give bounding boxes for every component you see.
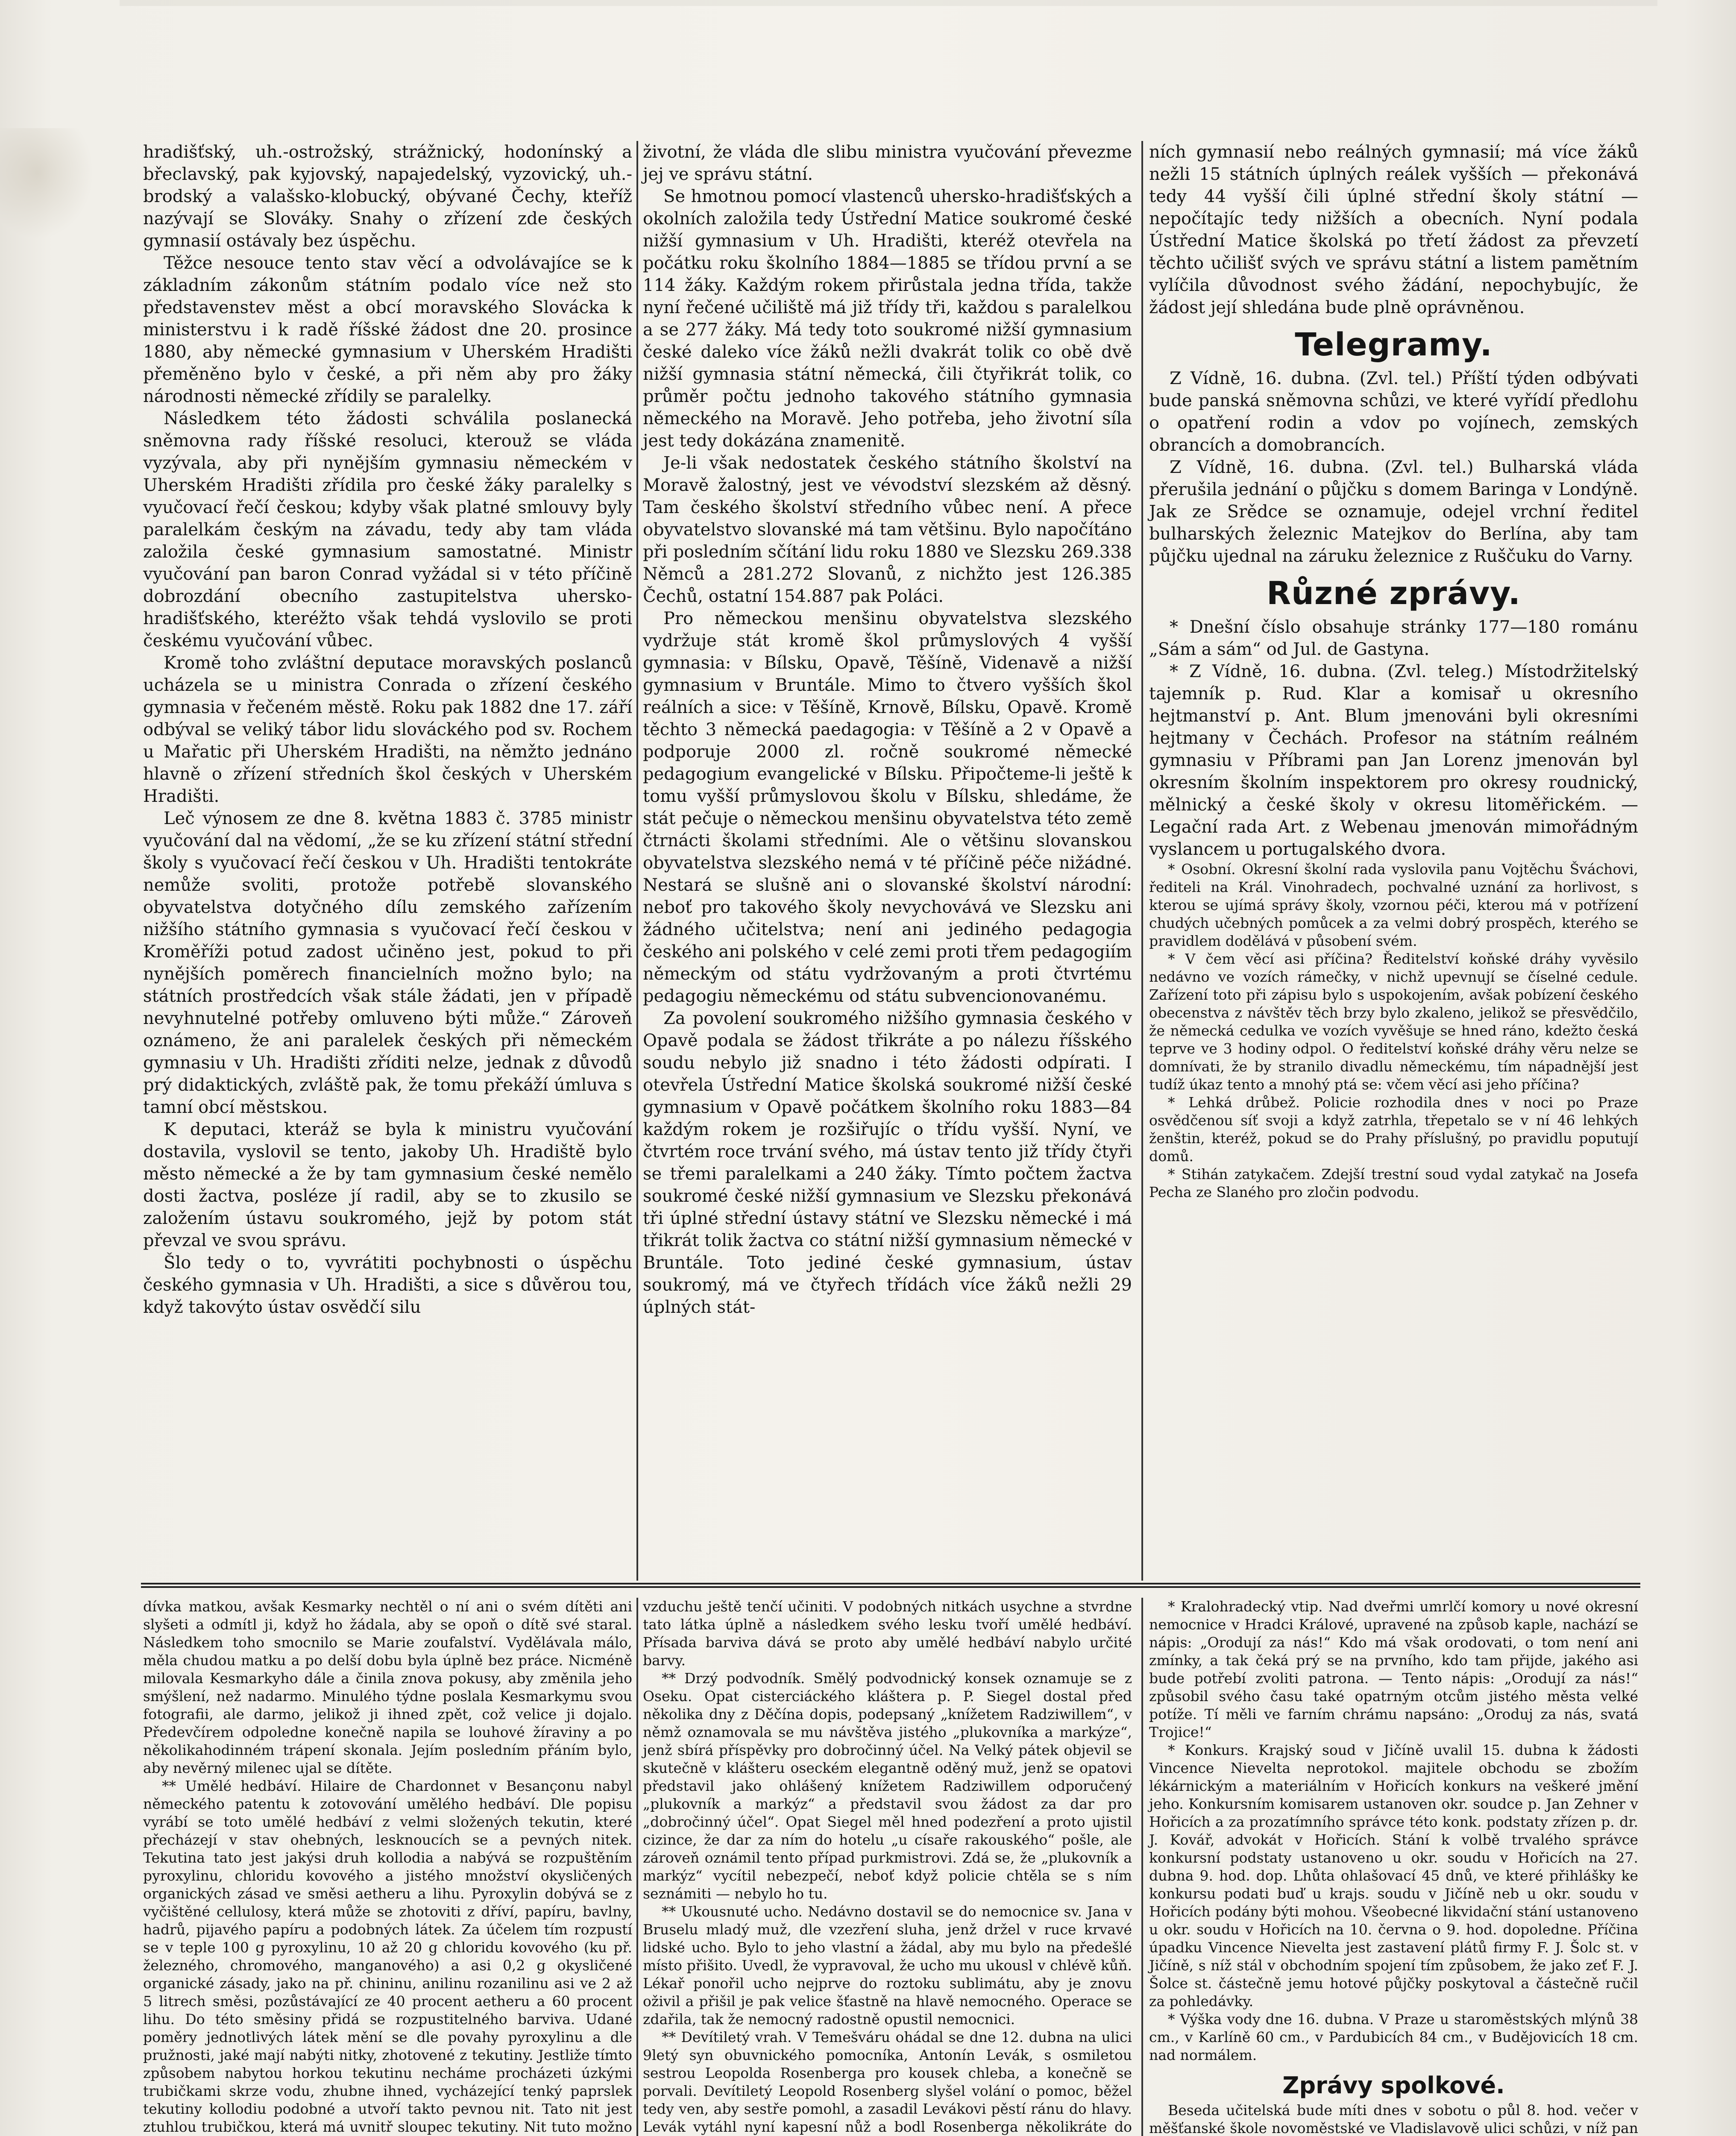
telegramy-heading: Telegramy. <box>1295 326 1493 363</box>
lower-column-1 <box>143 1598 632 2136</box>
paragraph: Následkem této žádosti schválila poslanecká sněmovna rady říšské resoluci, kterouž se vláda vyzývala, aby při nynějším gymnasiu německém v Uherském Hradišti zřídila pro české žáky paralelky s vyučovací řečí českou; kdyby však platné smlouvy byly paralelkám českým na závadu, tedy aby tam vláda založila české gymnasium samostatné. Ministr vyučování pan baron Conrad vyžádal si v této příčině dobrozdání obecního zastupitelstva uhersko-hradišťského, kteréžto však tehdá vyslovilo se proti českému vyučování vůbec. <box>143 409 632 651</box>
paragraph: Šlo tedy o to, vyvrátiti pochybnosti o úspěchu českého gymnasia v Uh. Hradišti, a sice s důvěrou tou, když takovýto ústav osvědčí silu <box>143 1253 632 1317</box>
news-item: * Osobní. Okresní školní rada vyslovila panu Vojtěchu Šváchovi, řediteli na Král. Vinohradech, pochvalné uznání za horlivost, s kterou se ujímá správy školy, vzornou péči, kterou má v potřízení chudých učebných pomůcek a za velmi dobrý prospěch, kterého se pravidlem dodělává v působení svém. <box>1149 861 1638 949</box>
paragraph: Pro německou menšinu obyvatelstva slezského vydržuje stát kromě škol průmyslových 4 vyšší gymnasia: v Bílsku, Opavě, Těšíně, Videnavě a nižší gymnasium v Bruntále. Mimo to čtvero vyšších škol reálních a sice: v Těšíně, Krnově, Bílsku, Opavě. Kromě těchto 3 německá paedagogia: v Těšíně a 2 v Opavě a podporuje 2000 zl. ročně soukromé německé pedagogium evangelické v Bílsku. Připočteme-li ještě k tomu vyšší průmyslovou školu v Bílsku, shledáme, že stát pečuje o německou menšinu obyvatelstva této země čtrnácti školami středními. Ale o většinu slovanskou obyvatelstva slezského nemá v té příčině péče nižádné. Nestará se slušně ani o slovanské školství národní: neboť pro takového školy nevychovává ve Slezsku ani žádného učitelstva; není ani jediného pedagogia českého ani polského v celé zemi proti třem pedagogiím německým od státu vydržovaným a proti čtvrtému pedagogiu německému od státu subvencionovanému. <box>643 609 1132 1006</box>
news-item: * V čem věcí asi příčina? Ředitelství koňské dráhy vyvěsilo nedávno ve vozích rámečky, v nichž upevnují se číselné cedule. Zařízení toto při zápisu bylo s uspokojením, avšak pobízení českého obecenstva z návštěv těch brzy bylo zkaleno, jelikož se přesvědčilo, že německá cedulka ve vozích vyvěšuje se hned ráno, kdežto česká teprve ve 3 hodiny odpol. O ředitelství koňské dráhy věru nelze se domnívati, že by stranilo divadlu německému, tím nápadnější jest tudíž úkaz tento a mnohý ptá se: včem věcí asi jeho příčina? <box>1149 951 1638 1093</box>
paragraph: hradišťský, uh.-ostrožský, strážnický, hodonínský a břeclavský, pak kyjovský, napajedelský, vyzovický, uh.-brodský a valašsko-klobucký, obývané Čechy, kteříž nazývají se Slováky. Snahy o zřízení zde českých gymnasií ostávaly bez úspěchu. <box>143 142 632 251</box>
news-item: * Výška vody dne 16. dubna. V Praze u staroměstských mlýnů 38 cm., v Karlíně 60 cm., v Pardubicích 84 cm., v Budějovicích 18 cm. nad normálem. <box>1149 2011 1638 2063</box>
news-item: dívka matkou, avšak Kesmarky nechtěl o ní ani o svém dítěti ani slyšeti a odmítl ji, když ho žádala, aby se opoň o dítě své staral. Následkem toho smocnilo se Marie zoufalství. Vydělávala málo, měla chudou matku a po delší dobu byla úplně bez práce. Nicméně milovala Kesmarkyho dále a činila znova pokusy, aby změnila jeho smýšlení, než nadarmo. Minulého týdne poslala Kesmarkymu svou fotografii, ale darmo, jelikož ji ihned zpět, což velice ji dojalo. Předevčírem odpoledne konečně napila se louhové žíraviny a po několikahodinném trápení skonala. Jejím posledním přáním bylo, aby nevěrný milenec ujal se dítěte. <box>143 1598 632 1776</box>
news-item: * Dnešní číslo obsahuje stránky 177—180 románu „Sám a sám“ od Jul. de Gastyna. <box>1149 617 1638 659</box>
paragraph: Se hmotnou pomocí vlastenců uhersko-hradišťských a okolních založila tedy Ústřední Matice soukromé české nižší gymnasium v Uh. Hradišti, kteréž otevřela na počátku roku školního 1884—1885 se třídou první a se 114 žáky. Každým rokem přirůstala jedna třída, takže nyní řečené učiliště má již třídy tři, každou s paralelkou a se 277 žáky. Má tedy toto soukromé nižší gymnasium české daleko více žáků nežli dvakrát tolik co obě dvě nižší gymnasia státní německá, čili čtyřikrát tolik, co průměr počtu jednoho takového státního gymnasia německého na Moravě. Jeho potřeba, jeho životní síla jest tedy dokázána znamenitě. <box>643 187 1132 451</box>
paragraph: Je-li však nedostatek českého státního školství na Moravě žalostný, jest ve vévodství slezském až děsný. Tam českého školství středního vůbec není. A přece obyvatelstvo slovanské má tam většinu. Bylo napočítáno při posledním sčítání lidu roku 1880 ve Slezsku 269.338 Němců a 281.272 Slovanů, z nichžto jest 126.385 Čechů, ostatní 154.887 pak Poláci. <box>643 453 1132 606</box>
news-item: ** Umělé hedbáví. Hilaire de Chardonnet v Besançonu nabyl německého patentu k zotovování umělého hedbáví. Dle popisu vyrábí se toto umělé hedbáví z velmi složených tekutin, které přecházejí v stav ohebných, lesknoucích se a pevných nitek. Tekutina tato jest jakýsi druh kollodia a nabývá se rozpuštěním pyroxylinu, chloridu kovového a jistého množství okysličených organických zásad ve směsi aetheru a lihu. Pyroxylin dobývá se z vyčištěné cellulosy, která může se zhotoviti z dříví, papíru, bavlny, hadrů, pijavého papíru a podobných látek. Za účelem tím rozpustí se v teple 100 g pyroxylinu, 10 až 20 g chloridu kovového (ku př. železného, chromového, manganového) a asi 0,2 g okysličené organické zásady, jako na př. chininu, anilinu rozanilinu asi ve 2 až 5 litrech směsi, pozůstávající ze 40 procent aetheru a 60 procent lihu. Do této směsiny přidá se rozpustitelného barviva. Udané poměry jednotlivých látek mění se dle povahy pyroxylinu a dle pružnosti, jaké mají nabýti nitky, zhotovené z tekutiny. Jestliže tímto způsobem nabytou horkou tekutinu necháme procházeti úzkými trubičkami skrze vodu, zhubne ihned, vycházející tenký paprslek tekutiny kollodiu podobné a utvoří takto pevnou nit. Tato nit jest ztuhlou trubičkou, která má uvnitř sloupec tekutiny. Nit tuto možno <box>143 1778 632 2135</box>
news-item: * Konkurs. Krajský soud v Jičíně uvalil 15. dubna k žádosti Vincence Nievelta neprotokol. majitele obchodu se zbožím lékárnickým a materiálním v Hořicích konkurs na veškeré jmění jeho. Konkursním komisarem ustanoven okr. soudce p. Jan Zehner v Hořicích a za prozatímního správce této konk. podstaty zřízen p. dr. J. Kovář, advokát v Hořicích. Stání k volbě trvalého správce konkursní podstaty ustanoveno u okr. soudu v Hořicích na 27. dubna 9. hod. dop. Lhůta ohlašovací 45 dnů, ve které přihlášky ke konkursu podati buď u krajs. soudu v Jičíně neb u okr. soudu v Hořicích podány býti mohou. Všeobecné likvidační stání ustanoveno u okr. soudu v Hořicích na 10. června o 9. hod. dopoledne. Příčina úpadku Vincence Nievelta jest zastavení plátů firmy F. J. Šolc st. v Jičíně, s níž stál v obchodním spojení tím způsobem, že jako zeť F. J. Šolce st. částečně jemu hotové půjčky poskytoval a částečně ručil za pohledávky. <box>1149 1742 1638 2010</box>
news-item: Beseda učitelská bude míti dnes v sobotu o půl 8. hod. večer v měšťanské škole novoměstské ve Vladislavově ulici schůzi, v níž pan <box>1149 2102 1638 2136</box>
paragraph: ních gymnasií nebo reálných gymnasií; má více žáků nežli 15 státních úplných reálek vyšších — překonává tedy 44 vyšší čili úplné střední školy státní — nepočítajíc tedy nižších a obecních. Nyní podala Ústřední Matice školská po třetí žádost za převzetí těchto učilišť svých ve správu státní a listem pamětním vylíčila důvodnost svého žádání, nepochybujíc, že žádost její shledána bude plně oprávněnou. <box>1149 142 1638 317</box>
news-item: * Z Vídně, 16. dubna. (Zvl. teleg.) Místodržitelský tajemník p. Rud. Klar a komisař u okresního hejtmanství p. Ant. Blum jmenováni byli okresními hejtmany v Čechách. Profesor na státním reálném gymnasiu v Příbrami pan Jan Lorenz jmenován byl okresním školním inspektorem pro okresy roudnický, mělnický a české školy v okresu litoměřickém. — Legační rada Art. z Webenau jmenován mimořádným vyslancem u portugalského dvora. <box>1149 662 1638 859</box>
lower-column-3 <box>1149 1598 1638 2136</box>
upper-column-1 <box>143 141 632 1318</box>
news-item: * Stihán zatykačem. Zdejší trestní soud vydal zatykač na Josefa Pecha ze Slaného pro zločin podvodu. <box>1149 1166 1638 1200</box>
news-item: * Lehká drůbež. Policie rozhodila dnes v noci po Praze osvědčenou síť svoji a když zatrhla, třepetalo se v ní 46 lehkých ženštin, kteréž, pokud se do Prahy příslušný, po pravidlu poputují domů. <box>1149 1094 1638 1165</box>
news-item: ** Devítiletý vrah. V Temešváru ohádal se dne 12. dubna na ulici 9letý syn obuvnického pomocníka, Antonín Levák, s osmiletou sestrou Leopolda Rosenberga pro kousek chleba, a konečně se porvali. Devítiletý Leopold Rosenberg slyšel volání o pomoc, běžel tedy ven, aby sestře pomohl, a zasadil Levákovi pěstí ránu do hlavy. Levák vytáhl nyní kapesní nůž a bodl Rosenberga několikráte do <box>643 2029 1132 2135</box>
news-item: * Kralohradecký vtip. Nad dveřmi umrlčí komory u nové okresní nemocnice v Hradci Králové, upravené na způsob kaple, nachází se nápis: „Orodují za nás!“ Kdo má však orodovati, o tom není ani zmínky, a tak čeká prý se na prvního, kdo tam přijde, jakého asi bude potřebí zvoliti patrona. — Tento nápis: „Orodují za nás!“ způsobil svého času také opatrným otcům jistého města velké potíže. Tí měli ve farním chrámu napsáno: „Oroduj za nás, svatá Trojice!“ <box>1149 1598 1638 1740</box>
column-divider <box>1141 141 1143 1581</box>
paragraph: Za povolení soukromého nižšího gymnasia českého v Opavě podala se žádost třikráte a po nálezu říšského soudu nebylo již snadno i této žádosti odpírati. I otevřela Ústřední Matice školská soukromé nižší české gymnasium v Opavě počátkem školního roku 1883—84 každým rokem je rozšiřujíc o třídu vyšší. Nyní, ve čtvrtém roce trvání svého, má ústav tento již třídy čtyři se třemi paralelkami a 240 žáky. Tímto počtem žactva soukromé české nižší gymnasium ve Slezsku překonává tři úplné střední ústavy státní ve Slezsku německé i má třikrát tolik žactva co státní nižší gymnasium německé v Bruntále. Toto jediné české gymnasium, ústav soukromý, má ve čtyřech třídách více žáků nežli 29 úplných stát- <box>643 1009 1132 1317</box>
news-item: ** Ukousnuté ucho. Nedávno dostavil se do nemocnice sv. Jana v Bruselu mladý muž, dle vzezření sluha, jenž držel v ruce krvavé lidské ucho. Bylo to jeho vlastní a žádal, aby mu bylo na předešlé místo přišito. Uvedl, že vypravoval, že ucho mu ukousl v chlévě kůň. Lékař ponořil ucho nejprve do roztoku sublimátu, aby je znovu oživil a přišil je pak velice šťastně na hlavě nemocného. Operace se zdařila, tak že nemocný radostně opustil nemocnici. <box>643 1903 1132 2027</box>
column-divider <box>636 1598 638 2136</box>
paragraph: Leč výnosem ze dne 8. května 1883 č. 3785 ministr vyučování dal na vědomí, „že se ku zřízení státní střední školy s vyučovací řečí českou v Uh. Hradišti tentokráte nemůže svoliti, protože potřebě slovanského obyvatelstva dotyčného dílu zemského zařízením nižšího státního gymnasia s vyučovací řečí českou v Kroměříži potud zadost učiněno jest, pokud to při nynějších poměrech financielních možno bylo; na státních prostředcích však stále žádati, jen v případě nevyhnutelné potřeby omluveno býti může.“ Zároveň oznámeno, že ani paralelek českých při německém gymnasiu v Uh. Hradišti zříditi nelze, jednak z důvodů prý didaktických, zvláště pak, že tomu překáží úmluva s tamní obcí městskou. <box>143 809 632 1117</box>
top-edge-shade <box>120 0 1657 6</box>
paragraph: Těžce nesouce tento stav věcí a odvolávajíce se k základním zákonům státním podalo více než sto představenstev měst a obcí moravského Slovácka k ministerstvu i k radě říšské žádost dne 20. prosince 1880, aby německé gymnasium v Uherském Hradišti přeměněno bylo v české, a při něm aby pro žáky národnosti německé zřídily se paralelky. <box>143 253 632 406</box>
telegram-item: Z Vídně, 16. dubna. (Zvl. tel.) Bulharská vláda přerušila jednání o půjčku s domem Baringa v Londýně. Jak ze Srědce se oznamuje, odejel vrchní ředitel bulharských železnic Matejkov do Berlína, aby tam půjčku ujednal na záruku železnice z Ruščuku do Varny. <box>1149 458 1638 566</box>
column-divider <box>1141 1598 1143 2136</box>
column-divider <box>636 141 638 1581</box>
paper-stain <box>0 128 94 239</box>
paragraph: K deputaci, kteráž se byla k ministru vyučování dostavila, vyslovil se tento, jakoby Uh. Hradiště bylo město německé a že by tam gymnasium české nemělo dosti žactva, posléze jí radil, aby se to zkusilo se založením ústavu soukromého, jejž by potom stát převzal ve svou správu. <box>143 1120 632 1250</box>
telegram-item: Z Vídně, 16. dubna. (Zvl. tel.) Příští týden odbývati bude panská sněmovna schůzi, ve které vyřídí předlohu o opatření rodin a vdov po vojínech, zemských obrancích a domobrancích. <box>1149 369 1638 455</box>
news-item: vzduchu ještě tenčí učiniti. V podobných nitkách usychne a stvrdne tato látka úplně a následkem svého lesku tvoří umělé hedbáví. Přísada barviva dává se proto aby umělé hedbáví nabylo určité barvy. <box>643 1598 1132 1669</box>
section-divider <box>141 1583 1640 1588</box>
ruzne-zpravy-heading: Různé zprávy. <box>1267 575 1521 612</box>
zpravy-spolkove-heading: Zprávy spolkové. <box>1282 2072 1505 2099</box>
upper-column-3 <box>1149 141 1638 1201</box>
paragraph: životní, že vláda dle slibu ministra vyučování převezme jej ve správu státní. <box>643 142 1132 184</box>
news-item: ** Drzý podvodník. Smělý podvodnický konsek oznamuje se z Oseku. Opat cisterciáckého kláštera p. P. Siegel dostal před několika dny z Děčína dopis, podepsaný „knížetem Radziwillem“, v němž oznamovala se mu návštěva jistého „plukovníka a markýze“, jenž sbírá příspěvky pro dobročinný účel. Na Velký pátek objevil se skutečně v klášteru oseckém elegantně oděný muž, jenž se opatovi představil jako ohlášený knížetem Radziwillem odporučený „plukovník a markýz“ a představil svou žádost za dar pro „dobročinný účel“. Opat Siegel měl hned podezření a proto ujistil cizince, že dar za ním do hotelu „u císaře rakouského“ pošle, ale zároveň oznámil tento případ purkmistrovi. Zdá se, že „plukovník a markýz“ vycítil nebezpečí, neboť když policie chtěla se s ním seznámiti — nebylo ho tu. <box>643 1670 1132 1902</box>
upper-column-2 <box>643 141 1132 1318</box>
paragraph: Kromě toho zvláštní deputace moravských poslanců ucházela se u ministra Conrada o zřízení českého gymnasia v řečeném městě. Roku pak 1882 dne 17. září odbýval se veliký tábor lidu slováckého pod sv. Rochem u Mařatic při Uherském Hradišti, na němžto jednáno hlavně o zřízení středních škol českých v Uherském Hradišti. <box>143 653 632 806</box>
lower-column-2 <box>643 1598 1132 2136</box>
